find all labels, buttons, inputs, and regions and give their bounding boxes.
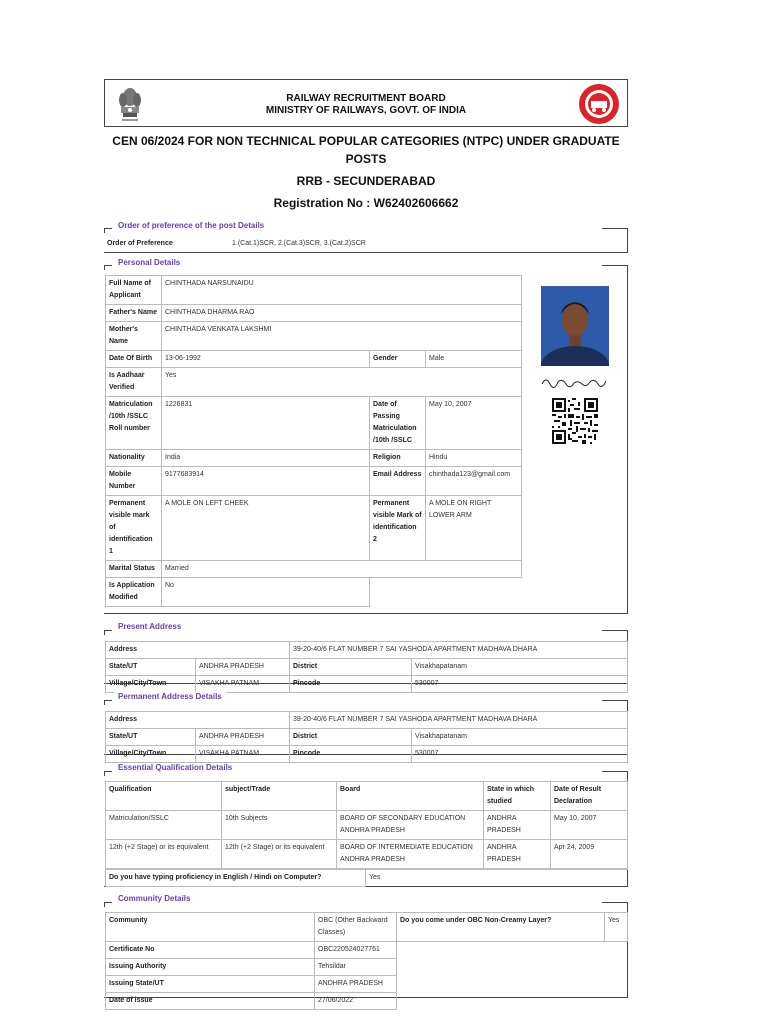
mark1-value: A MOLE ON LEFT CHEEK <box>162 496 370 561</box>
issue-state-value: ANDHRA PRADESH <box>315 976 397 993</box>
modified-value: No <box>162 578 370 607</box>
preference-section-title: Order of preference of the post Details <box>114 221 268 230</box>
table-row <box>106 397 522 450</box>
mark2-label: Permanent visible Mark of identification 2 <box>370 496 426 561</box>
community-table <box>105 912 628 1010</box>
qual-header-date: Date of Result Declaration <box>551 782 628 811</box>
qual-cell: BOARD OF SECONDARY EDUCATION ANDHRA PRADESH <box>337 811 484 840</box>
present-address-value: 39-20-40/6 FLAT NUMBER 7 SAI YASHODA APARTMENT MADHAVA DHARA <box>290 642 628 659</box>
present-state-label: State/UT <box>106 659 196 676</box>
signature-icon <box>538 372 610 392</box>
permanent-pincode-label: Pincode <box>290 746 412 763</box>
religion-label: Religion <box>370 450 426 467</box>
empty-cell <box>397 942 628 1010</box>
table-row <box>106 942 628 959</box>
table-row <box>106 276 522 305</box>
permanent-district-value: Visakhapatanam <box>412 729 628 746</box>
mother-name-label: Mother's Name <box>106 322 162 351</box>
person-photo-icon <box>541 286 609 366</box>
table-row <box>106 450 522 467</box>
rrb-name: RRB - SECUNDERABAD <box>296 174 436 188</box>
preference-value: 1.(Cat.1)SCR, 2.(Cat.3)SCR, 3.(Cat.2)SCR <box>232 240 366 247</box>
nationality-label: Nationality <box>106 450 162 467</box>
present-district-label: District <box>290 659 412 676</box>
community-value: OBC (Other Backward Classes) <box>315 913 397 942</box>
qual-cell: ANDHRA PRADESH <box>484 840 551 869</box>
board-title <box>105 93 627 117</box>
marital-value: Married <box>162 561 522 578</box>
typing-value: Yes <box>366 870 629 887</box>
certificate-label: Certificate No <box>106 942 315 959</box>
qual-header-state: State in which studied <box>484 782 551 811</box>
passing-date-label: Date of Passing Matriculation /10th /SSLC <box>370 397 426 450</box>
community-title: Community Details <box>114 894 194 903</box>
present-village-value: VISAKHA PATNAM <box>196 676 290 693</box>
dob-label: Date Of Birth <box>106 351 162 368</box>
email-value: chinthada123@gmail.com <box>426 467 522 496</box>
empty-cell <box>370 578 522 607</box>
permanent-state-value: ANDHRA PRADESH <box>196 729 290 746</box>
table-row <box>106 712 628 729</box>
dob-value: 13-06-1992 <box>162 351 370 368</box>
present-state-value: ANDHRA PRADESH <box>196 659 290 676</box>
mobile-label: Mobile Number <box>106 467 162 496</box>
qual-cell: ANDHRA PRADESH <box>484 811 551 840</box>
qual-cell: 12th (+2 Stage) or its equivalent <box>106 840 222 869</box>
registration-number: Registration No : W62402606662 <box>273 196 459 210</box>
table-row <box>104 236 627 252</box>
present-address-table <box>105 641 628 693</box>
mother-name-value: CHINTHADA VENKATA LAKSHMI <box>162 322 522 351</box>
table-row <box>106 351 522 368</box>
nationality-value: India <box>162 450 370 467</box>
permanent-village-value: VISAKHA PATNAM <box>196 746 290 763</box>
gender-label: Gender <box>370 351 426 368</box>
issue-state-label: Issuing State/UT <box>106 976 315 993</box>
board-name: RAILWAY RECRUITMENT BOARD <box>286 93 446 104</box>
permanent-district-label: District <box>290 729 412 746</box>
present-village-label: Village/City/Town <box>106 676 196 693</box>
issue-date-value: 27/06/2022 <box>315 993 397 1010</box>
table-row <box>106 729 628 746</box>
full-name-value: CHINTHADA NARSUNAIDU <box>162 276 522 305</box>
table-row <box>106 642 628 659</box>
header-box <box>104 79 628 127</box>
permanent-address-title: Permanent Address Details <box>114 692 226 701</box>
qual-cell: 10th Subjects <box>222 811 337 840</box>
noncreamy-value: Yes <box>605 913 628 942</box>
aadhaar-label: Is Aadhaar Verified <box>106 368 162 397</box>
father-name-value: CHINTHADA DHARMA RAO <box>162 305 522 322</box>
typing-table <box>105 869 628 887</box>
applicant-photo <box>541 286 609 366</box>
table-row <box>106 746 628 763</box>
permanent-pincode-value: 530007 <box>412 746 628 763</box>
personal-section-title: Personal Details <box>114 258 184 267</box>
table-row <box>106 368 522 397</box>
father-name-label: Father's Name <box>106 305 162 322</box>
qr-code-icon <box>552 398 598 444</box>
cen-title-line1: CEN 06/2024 FOR NON TECHNICAL POPULAR CATEGORIES (NTPC) UNDER GRADUATE <box>112 134 620 148</box>
modified-label: Is Application Modified <box>106 578 162 607</box>
mobile-value: 9177683914 <box>162 467 370 496</box>
present-address-label: Address <box>106 642 290 659</box>
table-row <box>106 659 628 676</box>
permanent-address-table <box>105 711 628 763</box>
aadhaar-value: Yes <box>162 368 522 397</box>
table-row <box>106 467 522 496</box>
table-row <box>106 870 629 887</box>
passing-date-value: May 10, 2007 <box>426 397 522 450</box>
qual-cell: Apr 24, 2009 <box>551 840 628 869</box>
matric-value: 1226831 <box>162 397 370 450</box>
certificate-value: OBC220524027761 <box>315 942 397 959</box>
qual-cell: May 10, 2007 <box>551 811 628 840</box>
religion-value: Hindu <box>426 450 522 467</box>
present-pincode-value: 530007 <box>412 676 628 693</box>
email-label: Email Address <box>370 467 426 496</box>
table-row <box>106 322 522 351</box>
permanent-state-label: State/UT <box>106 729 196 746</box>
matric-label: Matriculation /10th /SSLC Roll number <box>106 397 162 450</box>
present-pincode-label: Pincode <box>290 676 412 693</box>
preference-table <box>104 236 627 252</box>
cen-title-line2: POSTS <box>345 152 387 166</box>
indian-railways-logo-icon <box>578 83 620 125</box>
table-row <box>106 578 522 607</box>
gender-value: Male <box>426 351 522 368</box>
table-row <box>106 811 628 840</box>
marital-label: Marital Status <box>106 561 162 578</box>
table-row <box>106 496 522 561</box>
cen-title <box>104 132 628 168</box>
present-address-title: Present Address <box>114 622 185 631</box>
table-row <box>106 840 628 869</box>
community-label: Community <box>106 913 315 942</box>
qual-cell: 12th (+2 Stage) or its equivalent <box>222 840 337 869</box>
permanent-village-label: Village/City/Town <box>106 746 196 763</box>
issue-date-label: Date of issue <box>106 993 315 1010</box>
qual-header-board: Board <box>337 782 484 811</box>
authority-label: Issuing Authority <box>106 959 315 976</box>
table-row <box>106 782 628 811</box>
qual-header-qualification: Qualification <box>106 782 222 811</box>
qualification-table <box>105 781 628 869</box>
authority-value: Tehsildar <box>315 959 397 976</box>
ministry-name: MINISTRY OF RAILWAYS, GOVT. OF INDIA <box>265 105 467 116</box>
permanent-address-label: Address <box>106 712 290 729</box>
table-row <box>106 913 628 942</box>
full-name-label: Full Name of Applicant <box>106 276 162 305</box>
personal-table <box>105 275 522 607</box>
table-row <box>106 676 628 693</box>
mark1-label: Permanent visible mark of identification 1 <box>106 496 162 561</box>
qual-header-subject: subject/Trade <box>222 782 337 811</box>
mark2-value: A MOLE ON RIGHT LOWER ARM <box>426 496 522 561</box>
table-row <box>106 305 522 322</box>
table-row <box>106 561 522 578</box>
present-district-value: Visakhapatanam <box>412 659 628 676</box>
qual-cell: BOARD OF INTERMEDIATE EDUCATION ANDHRA PRADESH <box>337 840 484 869</box>
qual-cell: Matriculation/SSLC <box>106 811 222 840</box>
qualification-title: Essential Qualification Details <box>114 763 236 772</box>
permanent-address-value: 39-20-40/6 FLAT NUMBER 7 SAI YASHODA APARTMENT MADHAVA DHARA <box>290 712 628 729</box>
typing-label: Do you have typing proficiency in English / Hindi on Computer? <box>106 870 366 887</box>
preference-label: Order of Preference <box>107 240 173 247</box>
noncreamy-label: Do you come under OBC Non-Creamy Layer? <box>397 913 605 942</box>
